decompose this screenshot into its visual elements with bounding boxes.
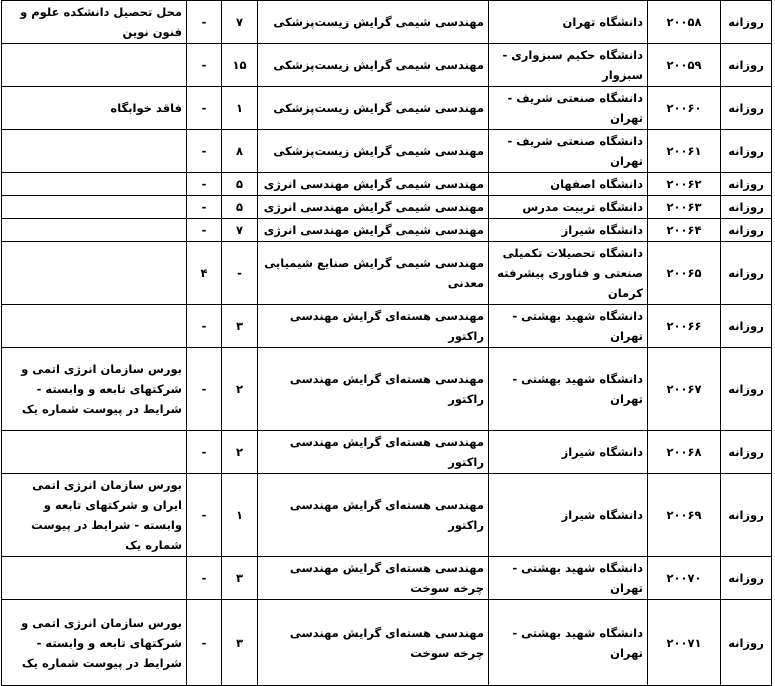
capacity-cell: ۷ bbox=[222, 219, 258, 242]
capacity-cell: ۷ bbox=[222, 1, 258, 44]
capacity-secondary-cell: - bbox=[187, 130, 222, 173]
university-cell: دانشگاه شهید بهشتی - تهران bbox=[489, 557, 648, 600]
study-type-cell: روزانه bbox=[721, 130, 772, 173]
capacity-cell: ۲ bbox=[222, 431, 258, 474]
university-cell: دانشگاه تحصیلات تکمیلی صنعتی و فناوری پیشرفته کرمان bbox=[489, 242, 648, 305]
study-type-cell: روزانه bbox=[721, 44, 772, 87]
table-row bbox=[2, 242, 772, 305]
capacity-secondary-cell: - bbox=[187, 474, 222, 557]
program-code-cell: ۲۰۰۷۰ bbox=[648, 557, 721, 600]
table-body bbox=[2, 1, 772, 686]
field-of-study-cell: مهندسی هسته‌ای گرایش مهندسی چرخه سوخت bbox=[258, 600, 489, 686]
university-cell: دانشگاه تهران bbox=[489, 1, 648, 44]
table-row bbox=[2, 173, 772, 196]
notes-cell bbox=[2, 242, 187, 305]
capacity-secondary-cell: - bbox=[187, 173, 222, 196]
capacity-cell: ۳ bbox=[222, 305, 258, 348]
capacity-secondary-cell: - bbox=[187, 431, 222, 474]
field-of-study-cell: مهندسی شیمی گرایش زیست‌پزشکی bbox=[258, 130, 489, 173]
university-cell: دانشگاه صنعتی شریف - تهران bbox=[489, 130, 648, 173]
university-cell: دانشگاه اصفهان bbox=[489, 173, 648, 196]
program-code-cell: ۲۰۰۷۱ bbox=[648, 600, 721, 686]
field-of-study-cell: مهندسی هسته‌ای گرایش مهندسی چرخه سوخت bbox=[258, 557, 489, 600]
notes-cell bbox=[2, 196, 187, 219]
study-type-cell: روزانه bbox=[721, 348, 772, 431]
field-of-study-cell: مهندسی هسته‌ای گرایش مهندسی راکتور bbox=[258, 348, 489, 431]
capacity-cell: - bbox=[222, 242, 258, 305]
program-code-cell: ۲۰۰۶۵ bbox=[648, 242, 721, 305]
study-type-cell: روزانه bbox=[721, 305, 772, 348]
notes-cell bbox=[2, 431, 187, 474]
notes-cell: بورس سازمان انرژی اتمی و شرکتهای تابعه و وابسته - شرایط در پیوست شماره یک bbox=[2, 348, 187, 431]
university-cell: دانشگاه شهید بهشتی - تهران bbox=[489, 305, 648, 348]
program-code-cell: ۲۰۰۶۷ bbox=[648, 348, 721, 431]
program-code-cell: ۲۰۰۶۳ bbox=[648, 196, 721, 219]
program-code-cell: ۲۰۰۵۸ bbox=[648, 1, 721, 44]
table-row bbox=[2, 1, 772, 44]
study-type-cell: روزانه bbox=[721, 87, 772, 130]
university-cell: دانشگاه تربیت مدرس bbox=[489, 196, 648, 219]
program-code-cell: ۲۰۰۵۹ bbox=[648, 44, 721, 87]
capacity-cell: ۲ bbox=[222, 348, 258, 431]
notes-cell: فاقد خوابگاه bbox=[2, 87, 187, 130]
study-type-cell: روزانه bbox=[721, 196, 772, 219]
capacity-secondary-cell: - bbox=[187, 87, 222, 130]
program-code-cell: ۲۰۰۶۶ bbox=[648, 305, 721, 348]
capacity-cell: ۳ bbox=[222, 600, 258, 686]
study-type-cell: روزانه bbox=[721, 1, 772, 44]
capacity-secondary-cell: - bbox=[187, 305, 222, 348]
table-row bbox=[2, 44, 772, 87]
field-of-study-cell: مهندسی شیمی گرایش صنایع شیمیایی معدنی bbox=[258, 242, 489, 305]
university-cell: دانشگاه شیراز bbox=[489, 219, 648, 242]
capacity-secondary-cell: - bbox=[187, 348, 222, 431]
notes-cell bbox=[2, 557, 187, 600]
study-type-cell: روزانه bbox=[721, 173, 772, 196]
field-of-study-cell: مهندسی شیمی گرایش زیست‌پزشکی bbox=[258, 1, 489, 44]
field-of-study-cell: مهندسی هسته‌ای گرایش مهندسی راکتور bbox=[258, 305, 489, 348]
field-of-study-cell: مهندسی هسته‌ای گرایش مهندسی راکتور bbox=[258, 431, 489, 474]
study-type-cell: روزانه bbox=[721, 557, 772, 600]
field-of-study-cell: مهندسی شیمی گرایش زیست‌پزشکی bbox=[258, 44, 489, 87]
program-code-cell: ۲۰۰۶۱ bbox=[648, 130, 721, 173]
university-cell: دانشگاه شیراز bbox=[489, 474, 648, 557]
notes-cell bbox=[2, 44, 187, 87]
field-of-study-cell: مهندسی شیمی گرایش مهندسی انرژی bbox=[258, 196, 489, 219]
university-cell: دانشگاه صنعتی شریف - تهران bbox=[489, 87, 648, 130]
table-row bbox=[2, 474, 772, 557]
program-code-cell: ۲۰۰۶۹ bbox=[648, 474, 721, 557]
capacity-secondary-cell: - bbox=[187, 44, 222, 87]
capacity-secondary-cell: ۴ bbox=[187, 242, 222, 305]
capacity-cell: ۳ bbox=[222, 557, 258, 600]
table-row bbox=[2, 130, 772, 173]
capacity-secondary-cell: - bbox=[187, 557, 222, 600]
university-cell: دانشگاه شهید بهشتی - تهران bbox=[489, 348, 648, 431]
capacity-secondary-cell: - bbox=[187, 219, 222, 242]
table-row bbox=[2, 557, 772, 600]
university-cell: دانشگاه حکیم سبزواری - سبزوار bbox=[489, 44, 648, 87]
program-code-cell: ۲۰۰۶۴ bbox=[648, 219, 721, 242]
notes-cell bbox=[2, 130, 187, 173]
study-type-cell: روزانه bbox=[721, 600, 772, 686]
capacity-cell: ۱ bbox=[222, 87, 258, 130]
study-type-cell: روزانه bbox=[721, 474, 772, 557]
study-type-cell: روزانه bbox=[721, 431, 772, 474]
capacity-secondary-cell: - bbox=[187, 1, 222, 44]
notes-cell: بورس سازمان انرژی اتمی و شرکتهای تابعه و وابسته - شرایط در پیوست شماره یک bbox=[2, 600, 187, 686]
table-row bbox=[2, 348, 772, 431]
table-row bbox=[2, 87, 772, 130]
field-of-study-cell: مهندسی شیمی گرایش مهندسی انرژی bbox=[258, 219, 489, 242]
admissions-table bbox=[1, 0, 772, 686]
study-type-cell: روزانه bbox=[721, 242, 772, 305]
study-type-cell: روزانه bbox=[721, 219, 772, 242]
capacity-secondary-cell: - bbox=[187, 600, 222, 686]
notes-cell bbox=[2, 219, 187, 242]
table-row bbox=[2, 305, 772, 348]
table-row bbox=[2, 600, 772, 686]
university-cell: دانشگاه شهید بهشتی - تهران bbox=[489, 600, 648, 686]
capacity-cell: ۵ bbox=[222, 196, 258, 219]
field-of-study-cell: مهندسی شیمی گرایش مهندسی انرژی bbox=[258, 173, 489, 196]
capacity-cell: ۵ bbox=[222, 173, 258, 196]
field-of-study-cell: مهندسی شیمی گرایش زیست‌پزشکی bbox=[258, 87, 489, 130]
field-of-study-cell: مهندسی هسته‌ای گرایش مهندسی راکتور bbox=[258, 474, 489, 557]
program-code-cell: ۲۰۰۶۸ bbox=[648, 431, 721, 474]
table-row bbox=[2, 219, 772, 242]
notes-cell: بورس سازمان انرژی اتمی ایران و شرکتهای تابعه و وابسته - شرایط در پیوست شماره یک bbox=[2, 474, 187, 557]
program-code-cell: ۲۰۰۶۲ bbox=[648, 173, 721, 196]
notes-cell bbox=[2, 173, 187, 196]
program-code-cell: ۲۰۰۶۰ bbox=[648, 87, 721, 130]
notes-cell: محل تحصیل دانشکده علوم و فنون نوین bbox=[2, 1, 187, 44]
table-row bbox=[2, 196, 772, 219]
notes-cell bbox=[2, 305, 187, 348]
university-cell: دانشگاه شیراز bbox=[489, 431, 648, 474]
capacity-secondary-cell: - bbox=[187, 196, 222, 219]
table-row bbox=[2, 431, 772, 474]
capacity-cell: ۱ bbox=[222, 474, 258, 557]
capacity-cell: ۸ bbox=[222, 130, 258, 173]
capacity-cell: ۱۵ bbox=[222, 44, 258, 87]
